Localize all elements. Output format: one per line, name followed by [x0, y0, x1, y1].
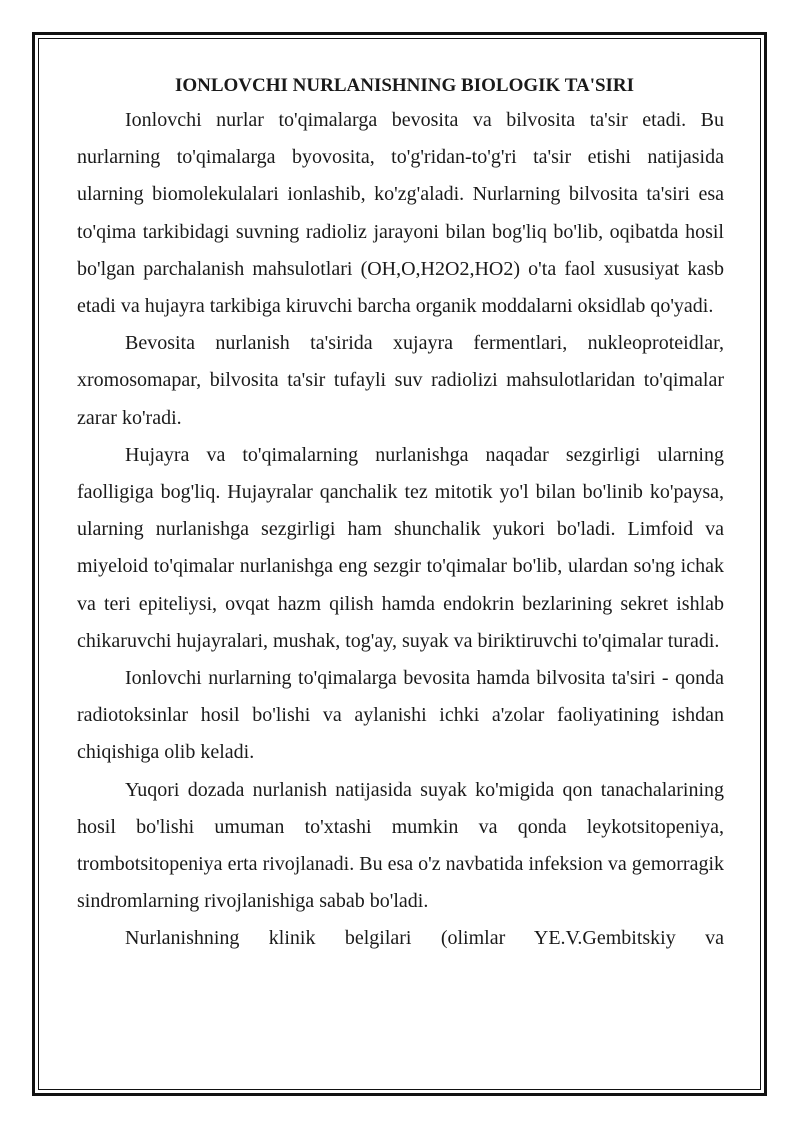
- document-title: IONLOVCHI NURLANISHNING BIOLOGIK TA'SIRI: [174, 75, 635, 96]
- paragraph-6: Nurlanishning klinik belgilari (olimlar YE.V.Gembitskiy va: [125, 927, 724, 950]
- document-body: [77, 74, 724, 1069]
- paragraph-4: Ionlovchi nurlarning to'qimalarga bevosita hamda bilvosita ta'siri - qonda radiotoksinlar hosil bo'lishi va aylanishi ichki a'zolar faoliyatining ishdan chiqishiga olib keladi.: [77, 667, 724, 764]
- paragraph-1: Ionlovchi nurlar to'qimalarga bevosita va bilvosita ta'sir etadi. Bu nurlarning to'qimalarga byovosita, to'g'ridan-to'g'ri ta'sir etishi natijasida ularning biomolekulalari ionlashib, ko'zg'aladi. Nurlarning bilvosita ta'siri esa to'qima tarkibidagi suvning radioliz jarayoni bilan bog'liq bo'lib, oqibatda hosil bo'lgan parchalanish mahsulotlari (OH,O,H2O2,HO2) o'ta faol xususiyat kasb etadi va hujayra tarkibiga kiruvchi barcha organik moddalarni oksidlab qo'yadi.: [77, 109, 724, 318]
- paragraph-2: Bevosita nurlanish ta'sirida xujayra fermentlari, nukleoproteidlar, xromosomapar, bilvosita ta'sir tufayli suv radiolizi mahsulotlaridan to'qimalar zarar ko'radi.: [77, 332, 724, 429]
- paragraph-5: Yuqori dozada nurlanish natijasida suyak ko'migida qon tanachalarining hosil bo'lishi umuman to'xtashi mumkin va qonda leykotsitopeniya, trombotsitopeniya erta rivojlanadi. Bu esa o'z navbatida infeksion va gemorragik sindromlarning rivojlanishiga sabab bo'ladi.: [77, 778, 724, 913]
- paragraph-3: Hujayra va to'qimalarning nurlanishga naqadar sezgirligi ularning faolligiga bog'liq. Hujayralar qanchalik tez mitotik yo'l bilan bo'linib ko'paysa, ularning nurlanishga sezgirligi ham shunchalik yukori bo'ladi. Limfoid va miyeloid to'qimalar nurlanishga eng sezgir to'qimalar bo'lib, ulardan so'ng ichak va teri epiteliysi, ovqat hazm qilish hamda endokrin bezlarining sekret ishlab chikaruvchi hujayralari, mushak, tog'ay, suyak va biriktiruvchi to'qimalar turadi.: [77, 443, 724, 652]
